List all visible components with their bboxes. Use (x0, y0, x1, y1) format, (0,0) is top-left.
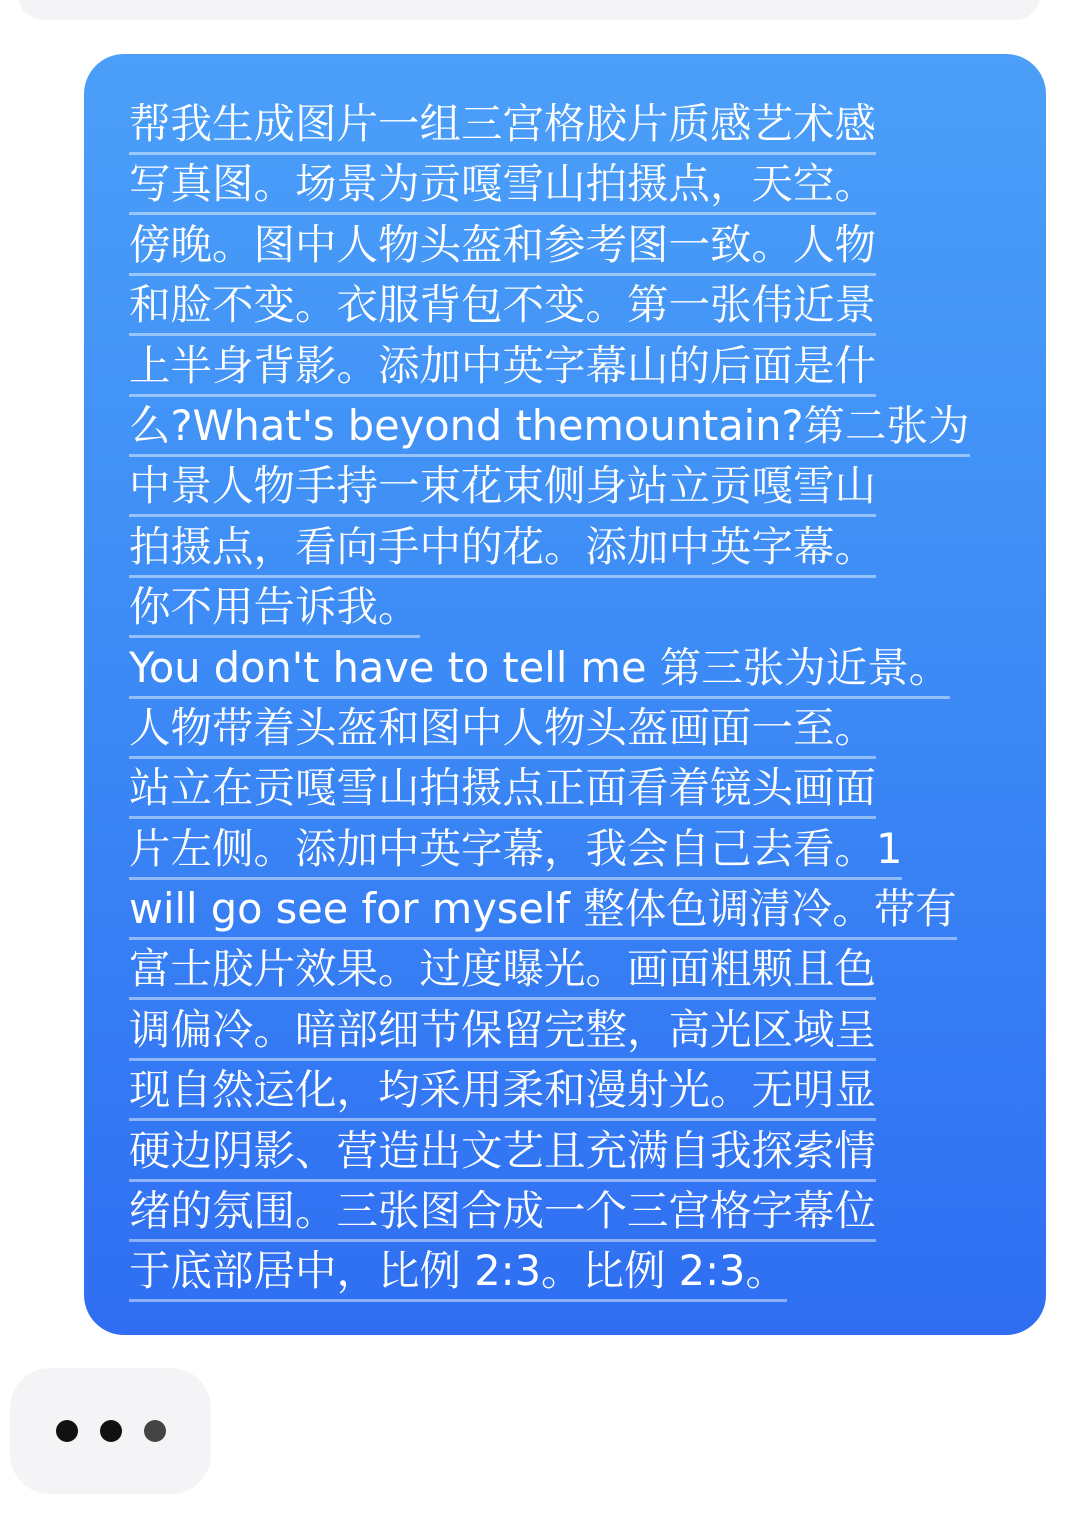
typing-dots-icon (56, 1420, 78, 1442)
message-line: 人物带着头盔和图中人物头盔画面一至。 (129, 742, 1006, 802)
typing-dot (100, 1420, 122, 1442)
message-line: 拍摄点，看向手中的花。添加中英字幕。 (129, 561, 1006, 621)
user-message-bubble[interactable] (84, 54, 1046, 1335)
message-line: will go see for myself 整体色调清冷。带有 (129, 923, 1006, 983)
message-line: 么?What's beyond themountain?第二张为 (129, 440, 1006, 500)
typing-dot (144, 1420, 166, 1442)
message-line: 上半身背影。添加中英字幕山的后面是什 (129, 380, 1006, 440)
message-line: 于底部居中，比例 2:3。比例 2:3。 (129, 1285, 1006, 1345)
message-line: 片左侧。添加中英字幕，我会自己去看。1 (129, 863, 1006, 923)
message-line: 你不用告诉我。 (129, 621, 1006, 681)
message-line: 中景人物手持一束花束侧身站立贡嘎雪山 (129, 500, 1006, 560)
message-line: 富士胶片效果。过度曝光。画面粗颗且色 (129, 983, 1006, 1043)
message-line: 站立在贡嘎雪山拍摄点正面看着镜头画面 (129, 802, 1006, 862)
message-line: 硬边阴影、营造出文艺且充满自我探索情 (129, 1165, 1006, 1225)
message-line: You don't have to tell me 第三张为近景。 (129, 682, 1006, 742)
message-line: 写真图。场景为贡嘎雪山拍摄点，天空。 (129, 198, 1006, 258)
message-line: 傍晚。图中人物头盔和参考图一致。人物 (129, 259, 1006, 319)
previous-message-bubble (18, 0, 1040, 20)
message-line: 帮我生成图片一组三宫格胶片质感艺术感 (129, 138, 1006, 198)
message-line: 绪的氛围。三张图合成一个三宫格字幕位 (129, 1225, 1006, 1285)
message-line: 和脸不变。衣服背包不变。第一张伟近景 (129, 319, 1006, 379)
message-line: 现自然运化，均采用柔和漫射光。无明显 (129, 1104, 1006, 1164)
user-message-text (129, 99, 1006, 1346)
message-line: 调偏冷。暗部细节保留完整，高光区域呈 (129, 1044, 1006, 1104)
